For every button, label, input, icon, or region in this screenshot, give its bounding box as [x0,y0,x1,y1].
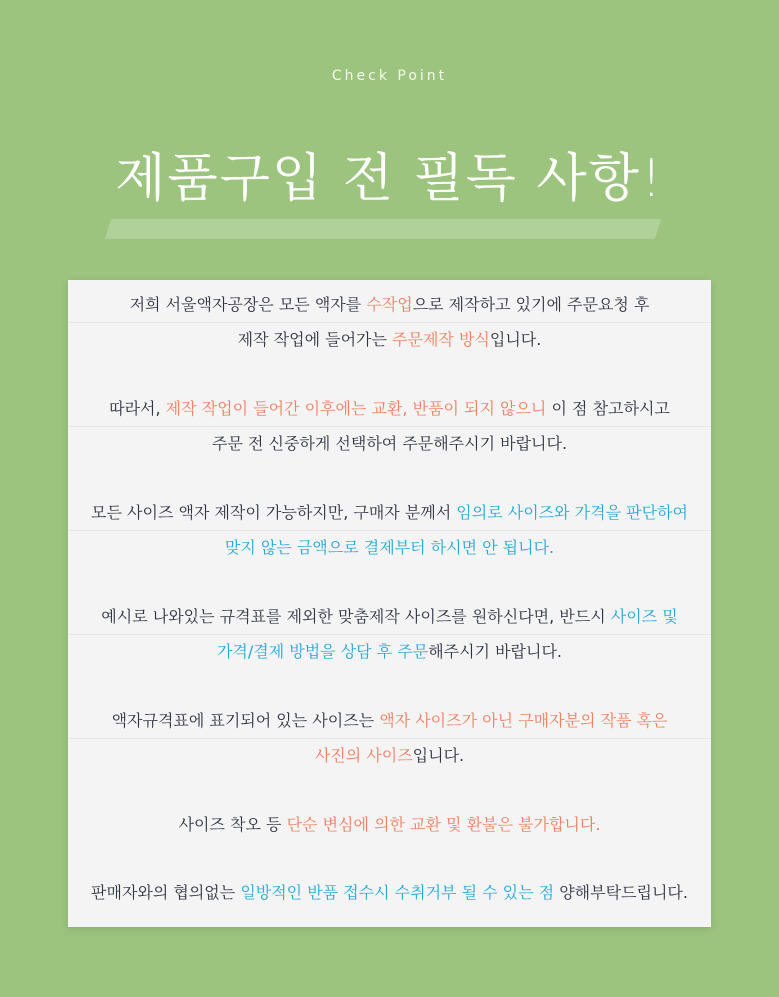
highlight-orange: 사진의 사이즈 [314,746,413,765]
notice-paragraph-custom-size [68,496,711,565]
notice-line [68,876,711,910]
text: 입니다. [412,746,465,765]
page-title: 제품구입 전 필독 사항! [115,149,664,209]
highlight-orange: 액자 사이즈가 아닌 구매자분의 작품 혹은 [379,711,668,730]
notice-paragraph-no-return [68,392,711,461]
text: 이 점 참고하시고 [546,399,670,418]
title-underline-band [105,219,661,239]
notice-paragraph-size-chart [68,704,711,773]
text: 모든 사이즈 액자 제작이 가능하지만, 구매자 분께서 [91,503,457,522]
text: 저희 서울액자공장은 모든 액자를 [129,295,367,314]
notice-paragraph-rejection [68,876,711,910]
text: 사이즈 착오 등 [178,815,287,834]
notice-line [68,323,711,357]
text: 양해부탁드립니다. [554,883,688,902]
text: 액자규격표에 표기되어 있는 사이즈는 [111,711,380,730]
notice-card [68,280,711,927]
highlight-orange: 제작 작업이 들어간 이후에는 교환, 반품이 되지 않으니 [165,399,547,418]
notice-line [68,739,711,773]
notice-line [68,808,711,842]
notice-line [68,600,711,635]
notice-line [68,288,711,323]
highlight-orange: 수작업 [366,295,413,314]
text: 제작 작업에 들어가는 [237,330,393,349]
highlight-orange: 단순 변심에 의한 교환 및 환불은 불가합니다. [286,815,601,834]
notice-line [68,704,711,739]
subtitle: Check Point [331,68,448,84]
highlight-blue: 일방적인 반품 접수시 수취거부 될 수 있는 점 [240,883,555,902]
notice-paragraph-handmade [68,288,711,357]
highlight-orange: 주문제작 방식 [392,330,490,349]
notice-paragraph-consultation [68,600,711,669]
text: 예시로 나와있는 규격표를 제외한 맞춤제작 사이즈를 원하신다면, 반드시 [101,607,611,626]
notice-line [68,635,711,669]
highlight-blue: 가격/결제 방법을 상담 후 주문 [216,642,429,661]
highlight-blue: 사이즈 및 [610,607,678,626]
text: 따라서, [109,399,166,418]
notice-line: 맞지 않는 금액으로 결제부터 하시면 안 됩니다. [224,538,555,557]
text: 으로 제작하고 있기에 주문요청 후 [412,295,650,314]
notice-line [68,392,711,427]
notice-paragraph-no-refund [68,808,711,842]
text: 해주시기 바랍니다. [428,642,563,661]
notice-line [68,496,711,531]
text: 판매자와의 협의없는 [91,883,241,902]
notice-line: 주문 전 신중하게 선택하여 주문해주시기 바랍니다. [211,434,568,453]
text: 입니다. [489,330,542,349]
highlight-blue: 임의로 사이즈와 가격을 판단하여 [456,503,688,522]
